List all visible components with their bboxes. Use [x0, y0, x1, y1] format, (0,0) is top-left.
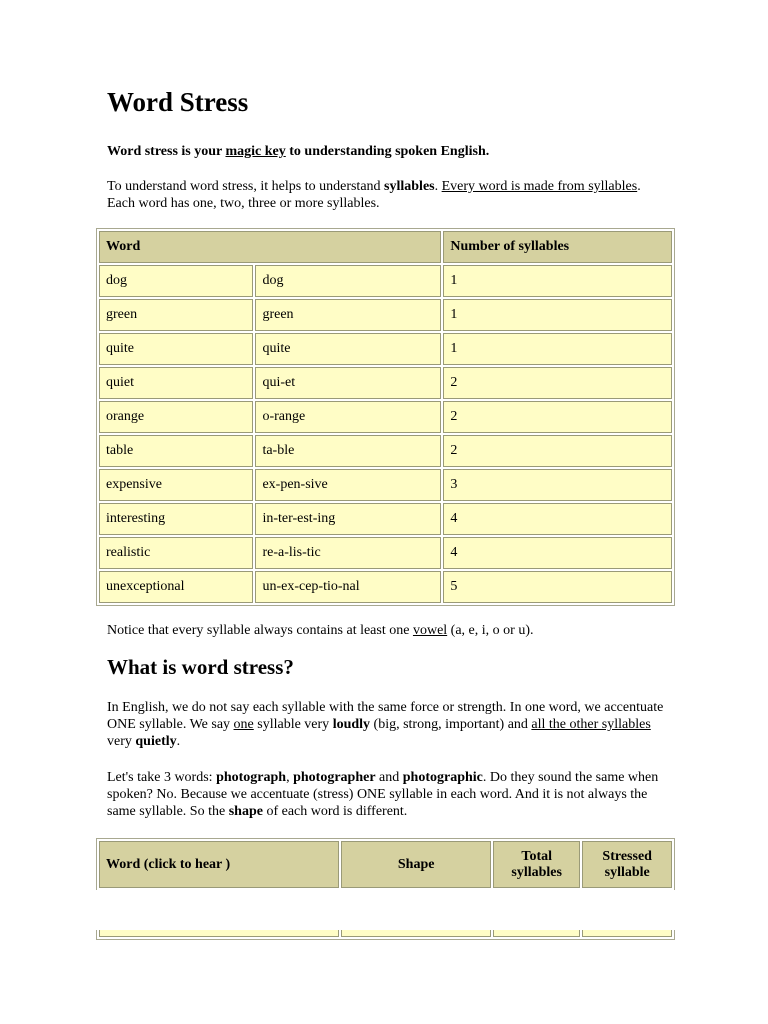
- cell-count: 5: [443, 571, 672, 603]
- cell-count: 2: [443, 367, 672, 399]
- intro-lead: Word stress is your: [107, 144, 226, 159]
- cell-word: table: [99, 435, 253, 467]
- para3-text-g: . Do they sound the same when spoken? No. Because we accentuate (stress) ONE syllable in each word. And it is not always the same syllable. So the: [107, 770, 659, 819]
- header-word: Word: [99, 231, 441, 263]
- word-photograph: photograph: [216, 770, 287, 785]
- photograph-paragraph: [107, 769, 667, 820]
- para2-text-a: In English, we do not say each syllable with the same force or strength. In one word, we accentuate ONE syllable. We say: [107, 700, 664, 732]
- para3-text-a: Let's take 3 words:: [107, 770, 217, 785]
- cell-count: 3: [443, 469, 672, 501]
- all-other-syllables-link[interactable]: all the other syllables: [531, 717, 651, 732]
- para3-text-i: of each word is different.: [262, 804, 408, 819]
- one-link[interactable]: one: [233, 717, 254, 732]
- cell-split: qui-et: [255, 367, 441, 399]
- cell-split: o-range: [255, 401, 441, 433]
- cell-word: unexceptional: [99, 571, 253, 603]
- table-row: [99, 367, 672, 399]
- header-word-click-to-hear: Word (click to hear ): [99, 841, 339, 888]
- table-row: [99, 469, 672, 501]
- para3-text-c: ,: [286, 770, 294, 785]
- cell-word: quiet: [99, 367, 253, 399]
- table-row: [99, 503, 672, 535]
- quietly-term: quietly: [135, 734, 177, 749]
- cell-split: dog: [255, 265, 441, 297]
- syllables-paragraph: [107, 178, 667, 212]
- para2-text-c: syllable very: [253, 717, 333, 732]
- table-row: [99, 333, 672, 365]
- cell-word: quite: [99, 333, 253, 365]
- cell-split: un-ex-cep-tio-nal: [255, 571, 441, 603]
- page-cutoff: [90, 890, 690, 930]
- para2-text-i: .: [176, 734, 181, 749]
- intro-tail: to understanding spoken English.: [285, 144, 490, 159]
- cell-word: realistic: [99, 537, 253, 569]
- cell-split: ta-ble: [255, 435, 441, 467]
- magic-key-link[interactable]: magic key: [225, 144, 286, 159]
- header-shape: Shape: [341, 841, 491, 888]
- vowel-link[interactable]: vowel: [412, 623, 448, 638]
- header-total-syllables: Total syllables: [493, 841, 580, 888]
- cell-word: dog: [99, 265, 253, 297]
- table-header-row: [99, 841, 672, 888]
- loudly-term: loudly: [332, 717, 371, 732]
- table-row: [99, 265, 672, 297]
- word-photographer: photographer: [293, 770, 376, 785]
- stress-paragraph: [107, 699, 667, 750]
- cell-count: 1: [443, 333, 672, 365]
- cell-count: 2: [443, 435, 672, 467]
- para1-text-c: .: [434, 179, 442, 194]
- cell-count: 1: [443, 265, 672, 297]
- cell-word: expensive: [99, 469, 253, 501]
- section-heading: What is word stress?: [107, 655, 294, 679]
- cell-count: 4: [443, 503, 672, 535]
- cell-word: interesting: [99, 503, 253, 535]
- table-row: [99, 401, 672, 433]
- para1-text-e: . Each word has one, two, three or more syllables.: [107, 179, 641, 211]
- table-row: [99, 537, 672, 569]
- para2-text-g: very: [107, 734, 136, 749]
- syllables-table: [96, 228, 675, 606]
- intro-paragraph: [107, 143, 667, 160]
- cell-count: 4: [443, 537, 672, 569]
- table-row: [99, 435, 672, 467]
- para3-text-e: and: [375, 770, 403, 785]
- cell-split: ex-pen-sive: [255, 469, 441, 501]
- table-row: [99, 571, 672, 603]
- notice-text-c: (a, e, i, o or u).: [447, 623, 534, 638]
- vowel-notice: [107, 622, 667, 639]
- shape-term: shape: [228, 804, 263, 819]
- cell-split: re-a-lis-tic: [255, 537, 441, 569]
- header-stressed-syllable: Stressed syllable: [582, 841, 672, 888]
- every-word-link[interactable]: Every word is made from syllables: [441, 179, 638, 194]
- table-row: [99, 299, 672, 331]
- cell-word: orange: [99, 401, 253, 433]
- table-header-row: [99, 231, 672, 263]
- notice-text-a: Notice that every syllable always contains at least one: [107, 623, 413, 638]
- syllables-term: syllables: [384, 179, 435, 194]
- cell-split: green: [255, 299, 441, 331]
- cell-split: in-ter-est-ing: [255, 503, 441, 535]
- cell-word: green: [99, 299, 253, 331]
- cell-split: quite: [255, 333, 441, 365]
- page-title: Word Stress: [107, 87, 249, 117]
- cell-count: 1: [443, 299, 672, 331]
- cell-count: 2: [443, 401, 672, 433]
- para1-text-a: To understand word stress, it helps to understand: [107, 179, 385, 194]
- word-photographic: photographic: [402, 770, 483, 785]
- header-syllable-count: Number of syllables: [443, 231, 672, 263]
- para2-text-e: (big, strong, important) and: [370, 717, 532, 732]
